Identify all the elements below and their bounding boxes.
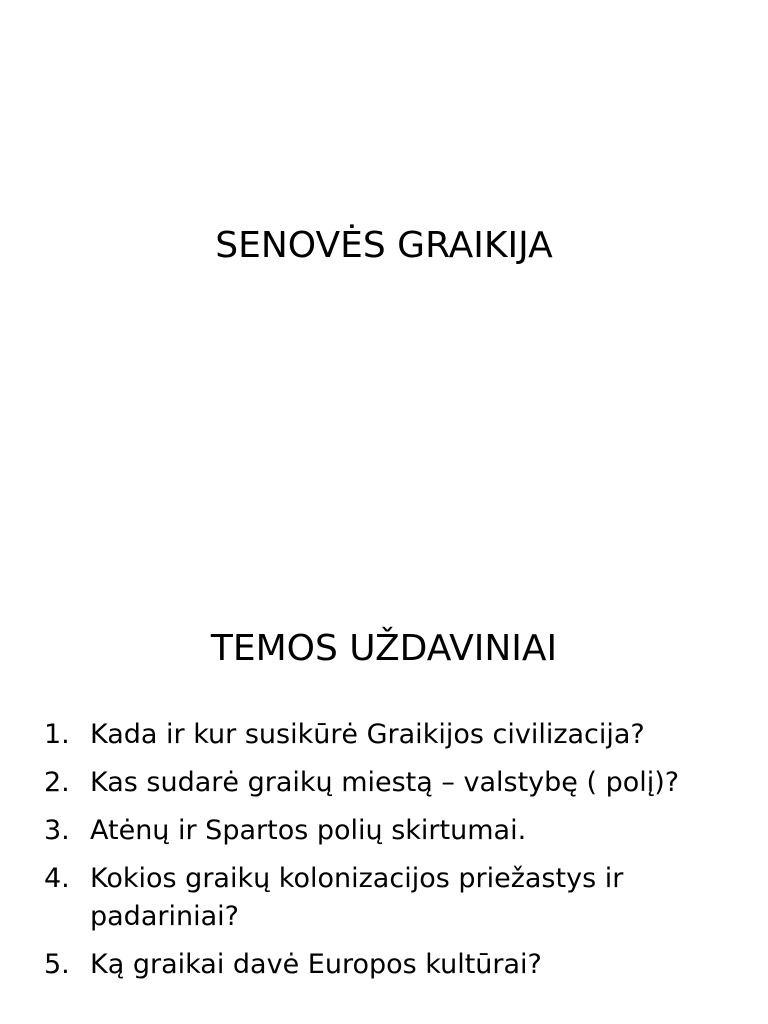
list-item-number: 1. <box>44 719 70 750</box>
list-item-number: 4. <box>44 863 70 894</box>
list-item <box>44 812 744 850</box>
list-item <box>44 764 744 802</box>
list-item-text: Kas sudarė graikų miestą – valstybę ( polį)? <box>90 767 680 798</box>
list-item-text: Ką graikai davė Europos kultūrai? <box>90 949 542 980</box>
list-item <box>44 946 744 984</box>
list-item-text: Kokios graikų kolonizacijos priežastys ir padariniai? <box>90 863 624 932</box>
list-item-number: 2. <box>44 767 70 798</box>
task-list <box>44 716 744 994</box>
section-title: TEMOS UŽDAVINIAI <box>210 628 558 669</box>
list-item-number: 3. <box>44 815 70 846</box>
list-item-text: Atėnų ir Spartos polių skirtumai. <box>90 815 527 846</box>
list-item-text: Kada ir kur susikūrė Graikijos civilizacija? <box>90 719 645 750</box>
list-item <box>44 716 744 754</box>
list-item-number: 5. <box>44 949 70 980</box>
slide-title: SENOVĖS GRAIKIJA <box>215 225 553 266</box>
list-item <box>44 860 744 936</box>
